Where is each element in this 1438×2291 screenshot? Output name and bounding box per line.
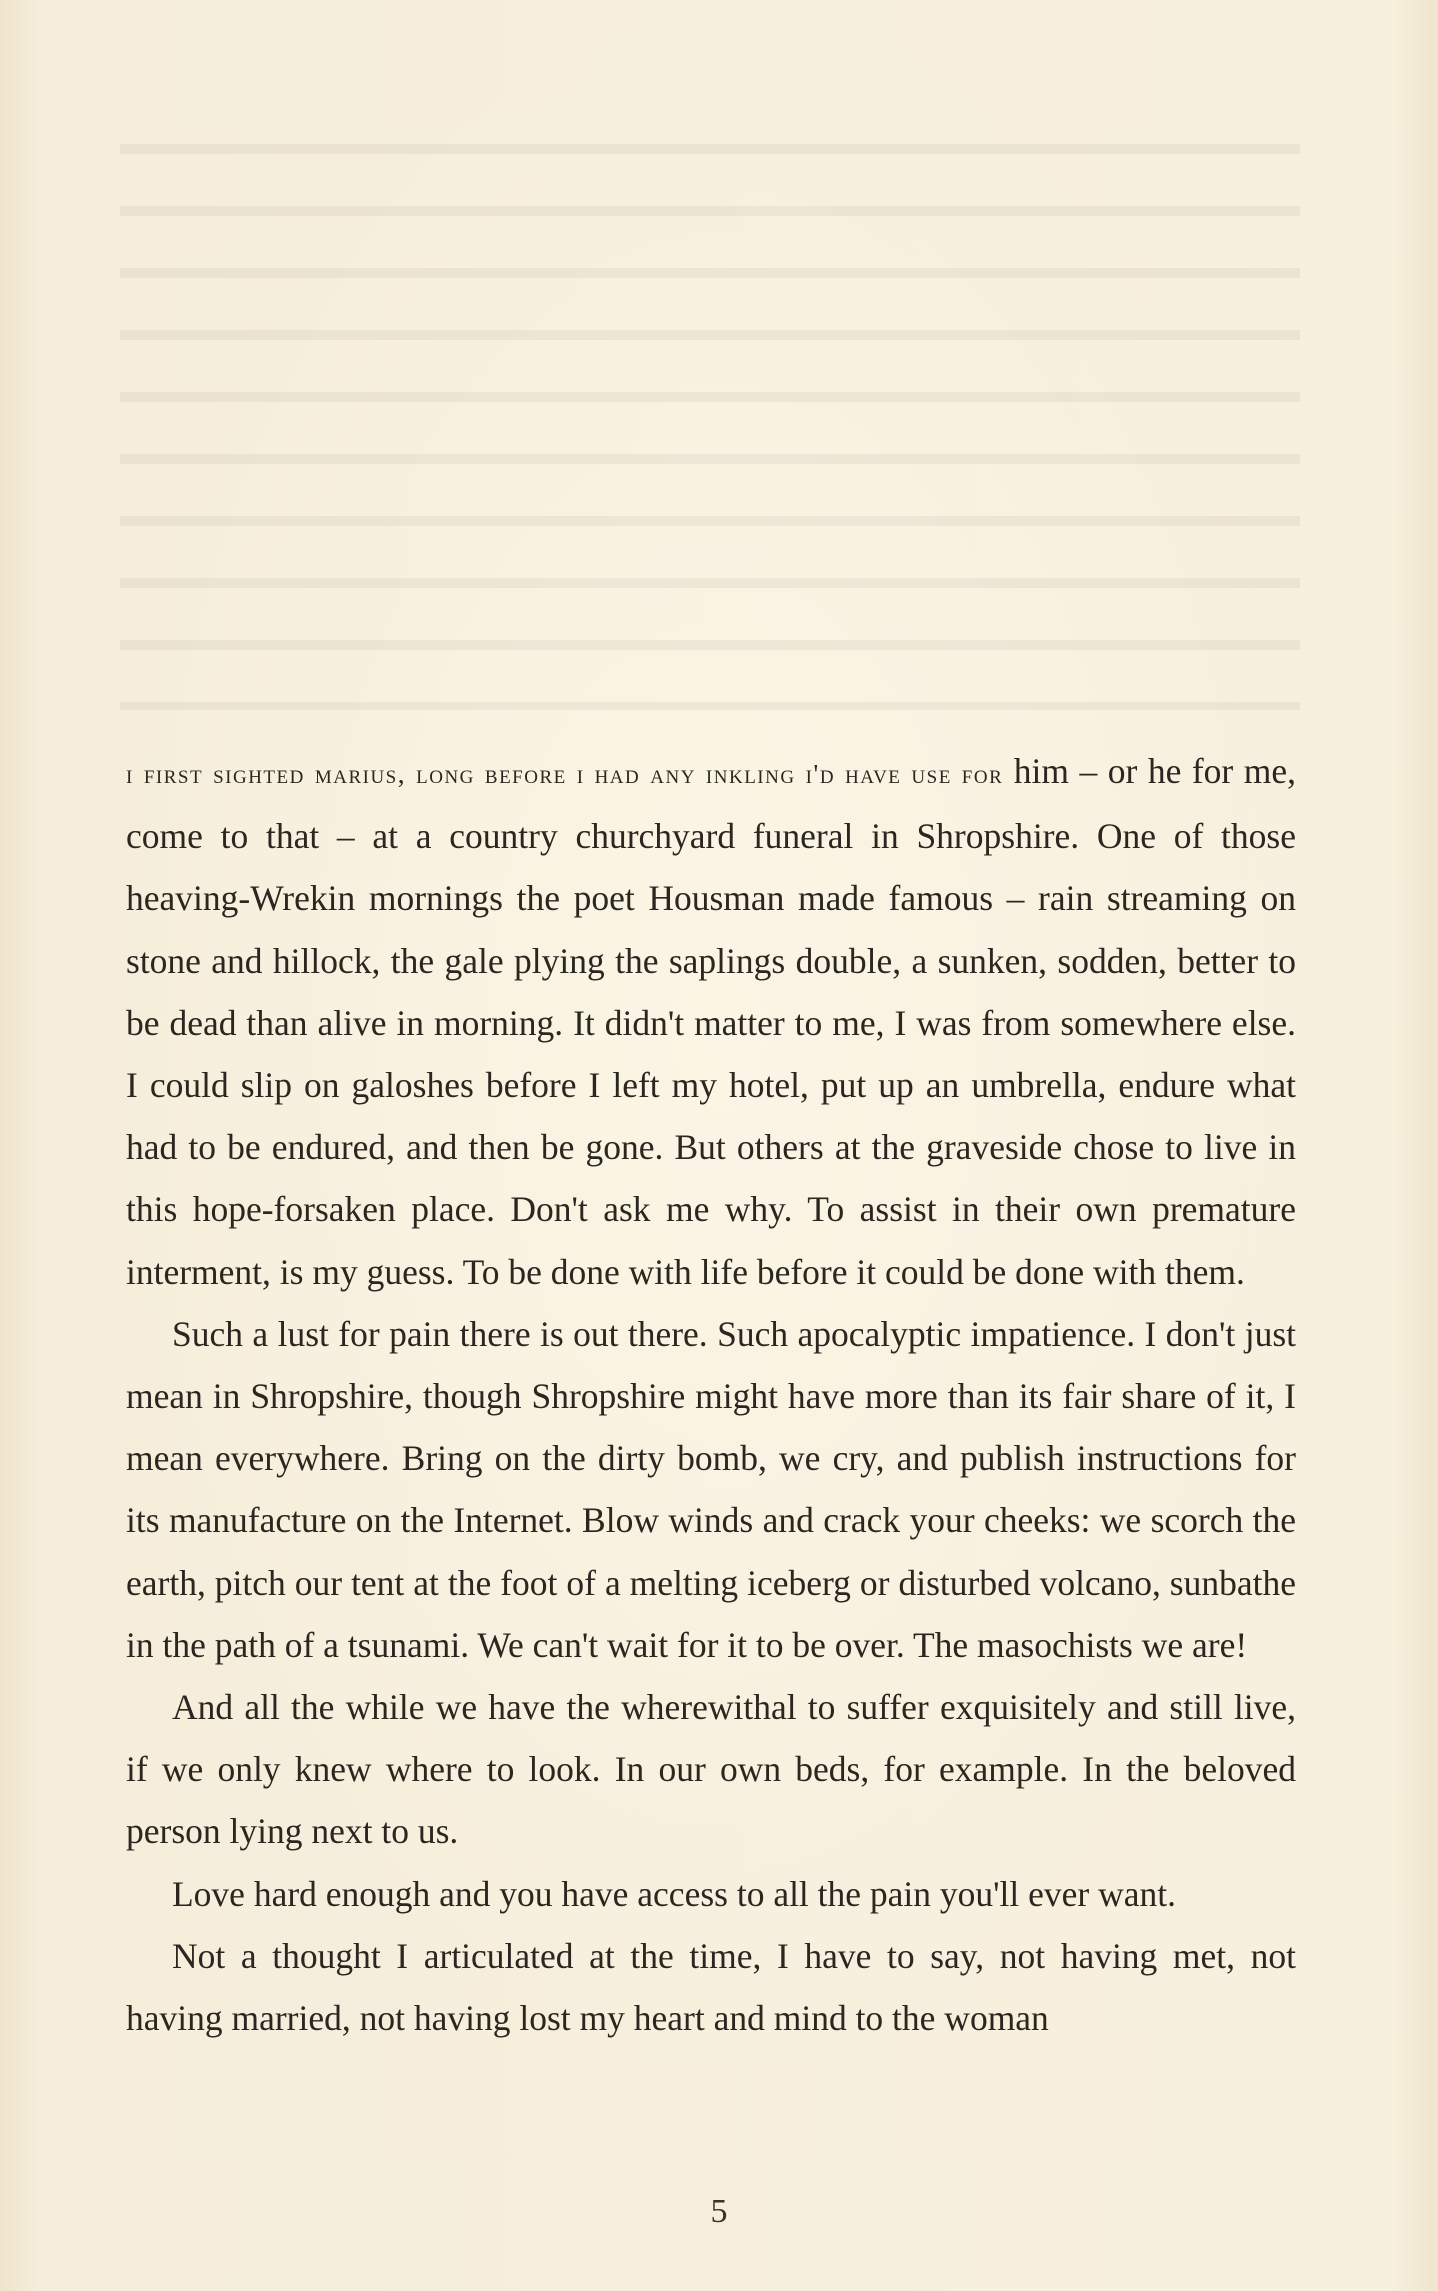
paragraph: Love hard enough and you have access to all the pain you'll ever want. bbox=[172, 1873, 1177, 1914]
page-number: 5 bbox=[710, 2193, 728, 2230]
paragraph: And all the while we have the wherewithal to suffer exquisitely and still live, if we only knew where to look. In our own beds, for example. In the beloved person lying next to us. bbox=[126, 1687, 1296, 1852]
opening-paragraph-text: him – or he for me, come to that – at a country churchyard funeral in Shropshire. One of those heaving-Wrekin mornings the poet Housman made famous – rain streaming on stone and hillock, the gale plying the saplings double, a sunken, sodden, better to be dead than alive in morning. It didn't matter to me, I was from somewhere else. I could slip on galoshes before I left my hotel, put up an umbrella, endure what had to be endured, and then be gone. But others at the graveside chose to live in this hope-forsaken place. Don't ask me why. To assist in their own premature interment, is my guess. To be done with life before it could be done with them. bbox=[126, 751, 1296, 1292]
paragraph: Such a lust for pain there is out there. Such apocalyptic impatience. I don't just mean in Shropshire, though Shropshire might have more than its fair share of it, I mean everywhere. Bring on the dirty bomb, we cry, and publish instructions for its manufacture on the Internet. Blow winds and crack your cheeks: we scorch the earth, pitch our tent at the foot of a melting iceberg or disturbed volcano, sunbathe in the path of a tsunami. We can't wait for it to be over. The masochists we are! bbox=[126, 1313, 1296, 1665]
body-text bbox=[126, 740, 1296, 2049]
small-caps-lead-in: i first sighted marius, long before i had any inkling i'd have use for bbox=[126, 758, 1004, 789]
paragraph: Not a thought I articulated at the time, I have to say, not having met, not having married, not having lost my heart and mind to the woman bbox=[126, 1935, 1296, 2039]
bleed-through-shadow bbox=[120, 110, 1300, 710]
opening-paragraph bbox=[126, 740, 1296, 1303]
